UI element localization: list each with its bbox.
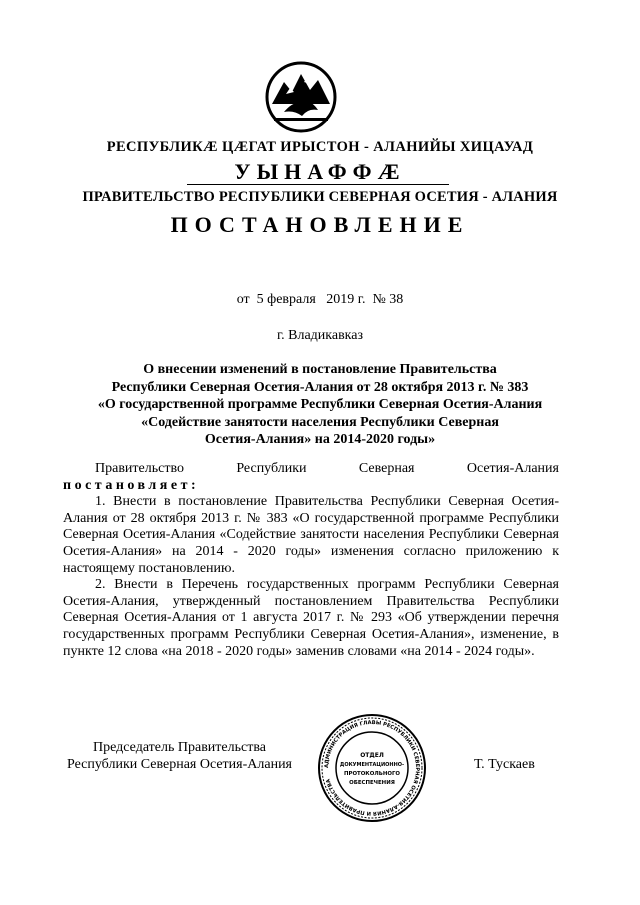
title-line: Осетия-Алания» на 2014-2020 годы» [204,432,436,447]
signatory-title [62,739,297,773]
stamp-center-line: ПРОТОКОЛЬНОГО [344,771,400,777]
header-document-type: ПОСТАНОВЛЕНИЕ [170,212,470,237]
paragraph-1: 1. Внести в постановление Правительства Республики Северная Осетия-Алания от 28 октября 2013 г. № 383 «О государственной программе Республики Северная Осетия-Алания «Содействие занятости населения Республики Северная Осетия-Алания» на 2014 - 2020 годы» изменения согласно приложению к настоящему постановлению. [63,494,559,576]
header-decree-ossetian: УЫНАФФӔ [234,159,406,184]
header-republic-ossetian: РЕСПУБЛИКӔ ЦӔГАТ ИРЫСТОН - АЛАНИЙЫ ХИЦАУАД [106,139,534,155]
intro-word: Северная [358,461,415,476]
document-date-number: от 5 февраля 2019 г. № 38 [236,292,404,307]
official-seal-stamp [316,712,428,824]
stamp-ring-text: АДМИНИСТРАЦИЯ ГЛАВЫ РЕСПУБЛИКИ СЕВЕРНАЯ ОСЕТИЯ-АЛАНИЯ И ПРАВИТЕЛЬСТВА [323,719,421,817]
intro-word: Осетия-Алания [466,461,559,476]
signatory-name: Т. Тускаев [474,757,535,772]
stamp-center-line: ОТДЕЛ [360,752,384,759]
intro-word: Республики [236,461,307,476]
paragraph-2: 2. Внести в Перечень государственных программ Республики Северная Осетия-Алания, утвержденный постановлением Правительства Республики Северная Осетия-Алания от 1 августа 2017 г. № 293 «Об утверждении перечня государственных программ Республики Северная Осетия-Алания», изменение, в пункте 12 слова «на 2018 - 2020 годы» заменив словами «на 2014 - 2024 годы». [63,577,559,659]
signatory-title-line: Республики Северная Осетия-Алания [67,757,292,772]
header-divider [187,184,449,185]
stamp-center-line: ДОКУМЕНТАЦИОННО- [339,762,405,768]
document-body [63,461,559,660]
document-city: г. Владикавказ [276,328,364,343]
header-government-name: ПРАВИТЕЛЬСТВО РЕСПУБЛИКИ СЕВЕРНАЯ ОСЕТИЯ - АЛАНИЯ [82,189,558,205]
intro-line [63,461,559,478]
title-line: «О государственной программе Республики Северная Осетия-Алания [97,397,543,412]
stamp-center-line: ОБЕСПЕЧЕНИЯ [349,780,395,786]
title-line: «Содействие занятости населения Республики Северная [141,414,499,430]
title-line: Республики Северная Осетия-Алания от 28 октября 2013 г. № 383 [111,379,529,395]
decree-word: постановляет: [63,477,200,493]
document-title [60,361,580,449]
title-line: О внесении изменений в постановление Правительства [143,362,497,377]
intro-word: Правительство [95,461,184,476]
signatory-title-line: Председатель Правительства [93,740,266,755]
coat-of-arms-emblem [264,60,338,134]
